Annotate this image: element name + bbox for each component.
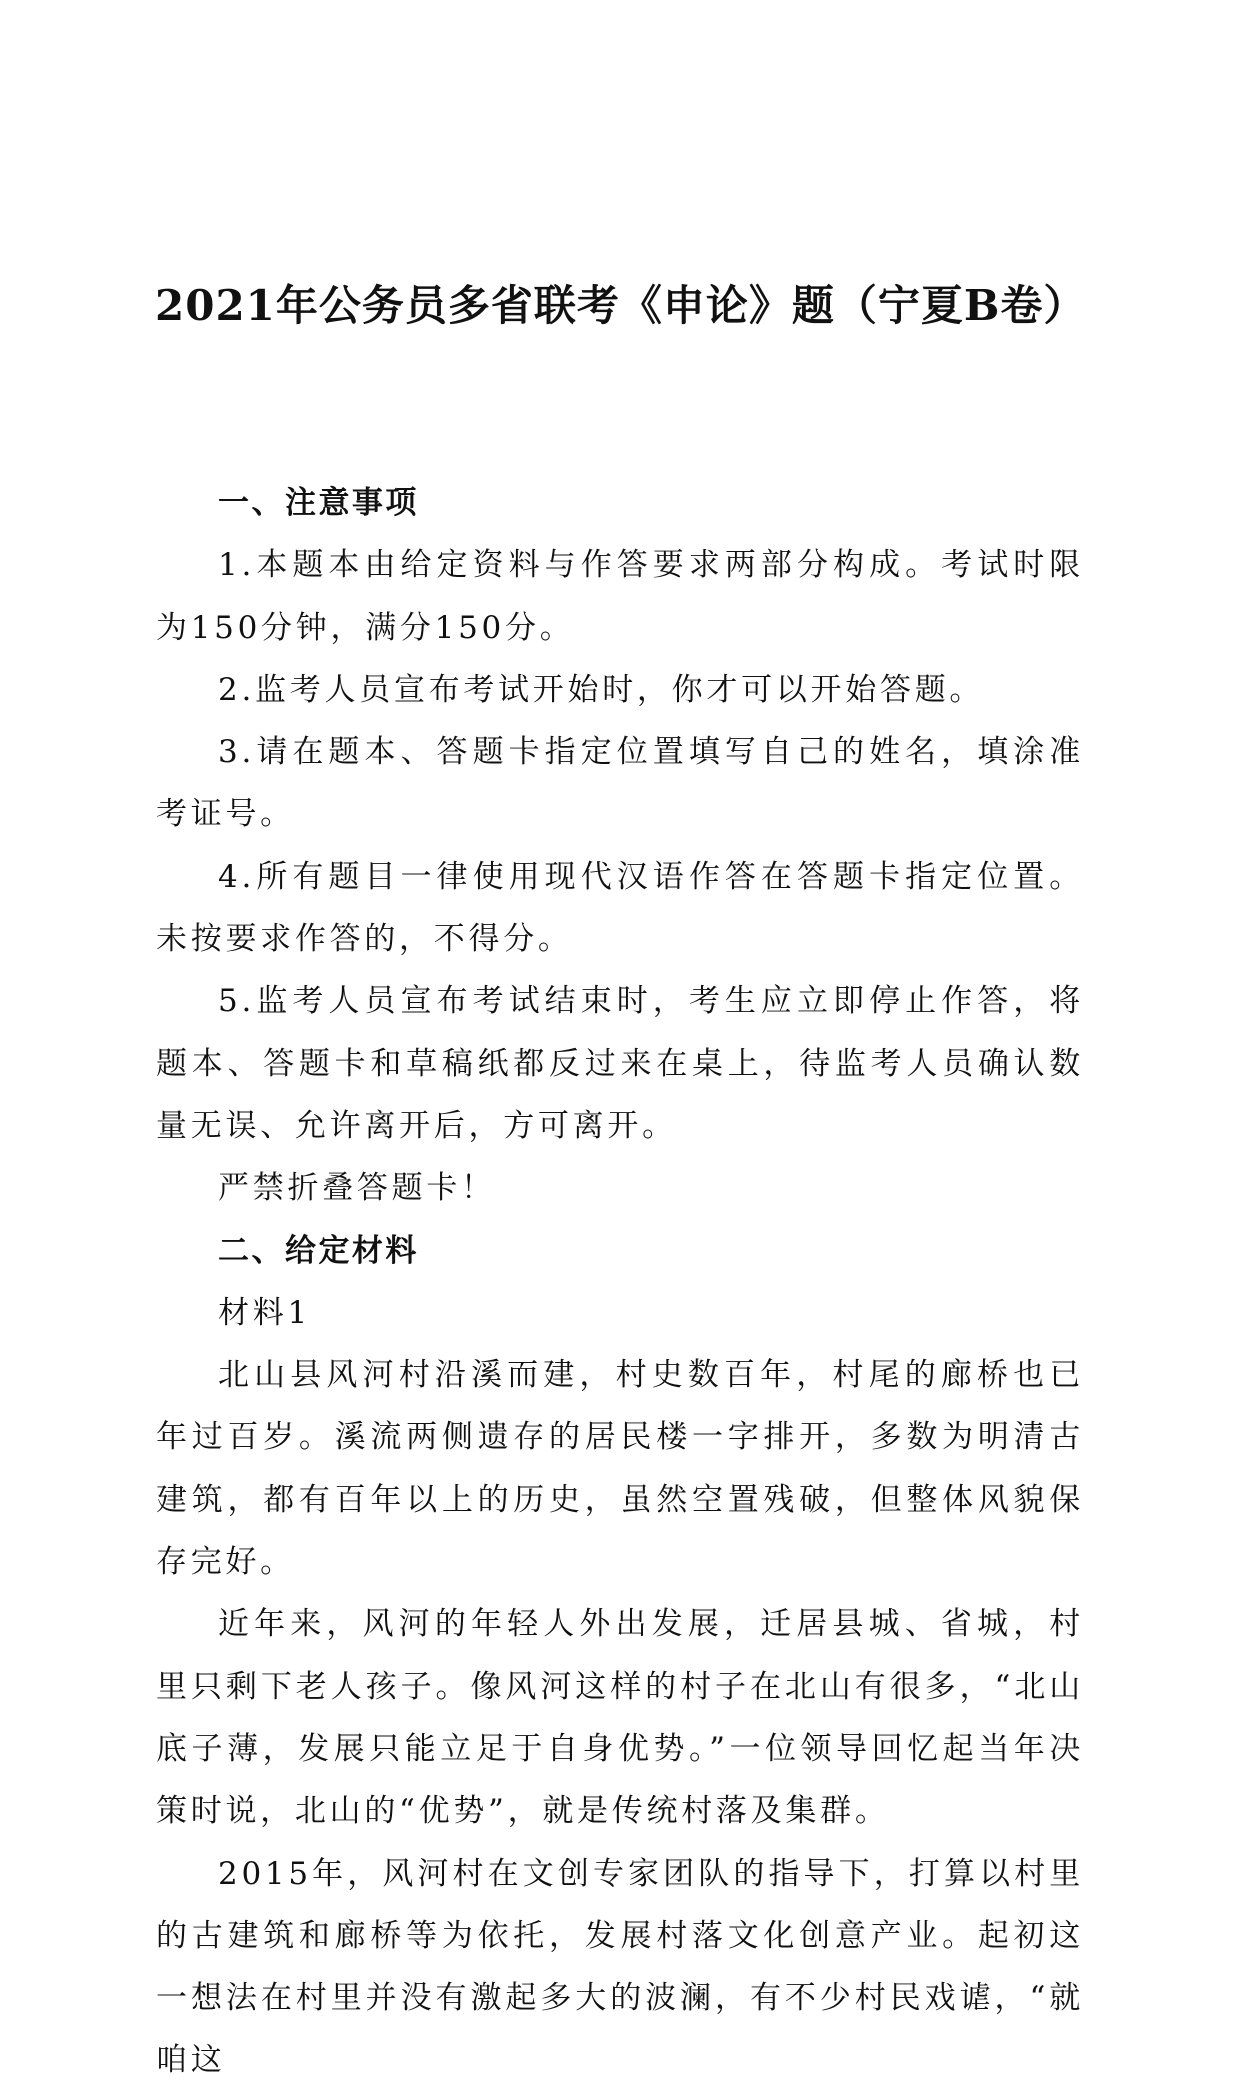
notes-item-1: 1.本题本由给定资料与作答要求两部分构成。考试时限为150分钟，满分150分。 xyxy=(156,547,1084,646)
material-label: 材料1 xyxy=(218,1294,311,1331)
notes-warning: 严禁折叠答题卡！ xyxy=(218,1170,496,1207)
notes-item-2: 2.监考人员宣布考试开始时，你才可以开始答题。 xyxy=(218,671,985,708)
notes-item-5: 5.监考人员宣布考试结束时，考生应立即停止作答，将题本、答题卡和草稿纸都反过来在桌上，待监考人员确认数量无误、允许离开后，方可离开。 xyxy=(156,983,1084,1144)
notes-item-4: 4.所有题目一律使用现代汉语作答在答题卡指定位置。未按要求作答的，不得分。 xyxy=(156,858,1084,958)
section-heading-materials: 二、给定材料 xyxy=(218,1232,419,1269)
material-paragraph: 北山县风河村沿溪而建，村史数百年，村尾的廊桥也已年过百岁。溪流两侧遗存的居民楼一字排开，多数为明清古建筑，都有百年以上的历史，虽然空置残破，但整体风貌保存完好。 xyxy=(156,1357,1084,1581)
document-body xyxy=(156,472,1084,2092)
notes-item-3: 3.请在题本、答题卡指定位置填写自己的姓名，填涂准考证号。 xyxy=(156,734,1084,833)
material-paragraph: 2015年，风河村在文创专家团队的指导下，打算以村里的古建筑和廊桥等为依托，发展村落文化创意产业。起初这一想法在村里并没有激起多大的波澜，有不少村民戏谑，“就咱这 xyxy=(156,1855,1084,2079)
section-heading-notes: 一、注意事项 xyxy=(218,485,419,521)
material-paragraph: 近年来，风河的年轻人外出发展，迁居县城、省城，村里只剩下老人孩子。像风河这样的村子在北山有很多，“北山底子薄，发展只能立足于自身优势。”一位领导回忆起当年决策时说，北山的“优势”，就是传统村落及集群。 xyxy=(156,1606,1084,1830)
document-title: 2021年公务员多省联考《申论》题（宁夏B卷） xyxy=(155,281,1087,330)
